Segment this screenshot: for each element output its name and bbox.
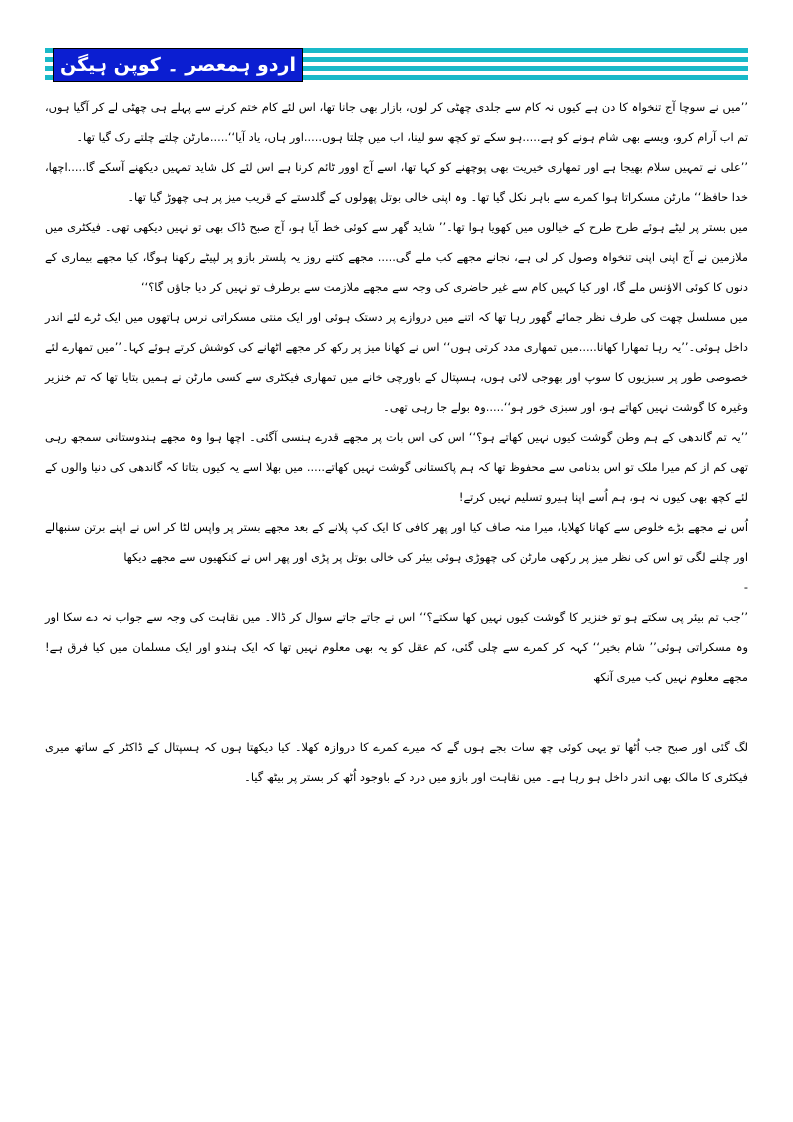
paragraph: ’’علی نے تمہیں سلام بھیجا ہے اور تمھاری خیریت بھی پوچھنے کو کہا تھا، اسے آج اوور ٹائم کرنا ہے اس لئے کل شاید تمہیں دیکھنے آسکے گا.....اچھا، خدا حافظ‘‘ مارٹن مسکراتا ہوا کمرے سے باہر نکل گیا تھا۔ وہ اپنی خالی بوتل پھولوں کے گلدستے کے قریب میز پر ہی چھوڑ گیا تھا۔ <box>45 160 748 204</box>
magazine-title: اردو ہمعصر ۔ کوپن ہیگن <box>60 54 296 76</box>
paragraph: لگ گئی اور صبح جب اُٹھا تو یہی کوئی چھ سات بجے ہوں گے کہ میرے کمرے کا دروازہ کھلا۔ کیا دیکھتا ہوں کہ ہسپتال کے ڈاکٹر کے ساتھ میری فیکٹری کا مالک بھی اندر داخل ہو رہا ہے۔ میں نقاہت اور بازو میں درد کے باوجود اُٹھ کر بستر پر بیٹھ گیا۔ <box>45 740 748 784</box>
paragraph: میں بستر پر لیٹے ہوئے طرح طرح کے خیالوں میں کھویا ہوا تھا۔’’ شاید گھر سے کوئی خط آیا ہو، آج صبح ڈاک بھی تو نہیں دیکھی تھی۔ فیکٹری میں ملازمین نے آج اپنی اپنی تنخواہ وصول کر لی ہے، نجانے مجھے کب ملے گی..... مجھے کتنے روز یہ پلستر بازو پر لپیٹے رکھنا ہوگا، کیا مجھے بیماری کے دنوں کا کوئی الاؤنس ملے گا، اور کیا کہیں کام سے غیر حاضری کی وجہ سے مجھے ملازمت سے برطرف تو نہیں کر دیا جاؤں گا؟‘‘ <box>45 220 748 294</box>
paragraph: میں مسلسل چھت کی طرف نظر جمائے گھور رہا تھا کہ اتنے میں دروازے پر دستک ہوئی اور ایک منتی مسکراتی نرس ہاتھوں میں ایک ٹرے لئے اندر داخل ہوئی۔’’یہ رہا تمھارا کھانا.....میں تمھاری مدد کرتی ہوں‘‘ اس نے کھانا میز پر رکھ کر مجھے اٹھانے کی کوشش کرتے ہوئے کہا۔’’میں تمھارے لئے خصوصی طور پر سبزیوں کا سوپ اور بھوجی لائی ہوں، ہسپتال کے باورچی خانے میں تمھاری فیکٹری سے کسی مارٹن نے ہمیں بتایا تھا کہ تم خنزیر وغیرہ کا گوشت نہیں کھاتے ہو، اور سبزی خور ہو‘‘.....وہ بولے جا رہی تھی۔ <box>45 310 748 414</box>
paragraph: ’’جب تم بیئر پی سکتے ہو تو خنزیر کا گوشت کیوں نہیں کھا سکتے؟‘‘ اس نے جاتے جاتے سوال کر ڈالا۔ میں نقاہت کی وجہ سے جواب نہ دے سکا اور وہ مسکراتی ہوئی’’ شام بخیر‘‘ کہہ کر کمرے سے چلی گئی، کم عقل کو یہ بھی معلوم نہیں تھا کہ ایک ہندو اور ایک مسلمان میں کیا فرق ہے! مجھے معلوم نہیں کب میری آنکھ <box>45 610 748 684</box>
paragraph: اُس نے مجھے بڑے خلوص سے کھانا کھلایا، میرا منہ صاف کیا اور پھر کافی کا ایک کپ پلانے کے بعد مجھے بستر پر واپس لٹا کر اس نے اپنے برتن سنبھالے اور چلنے لگی تو اس کی نظر میز پر رکھی مارٹن کی چھوڑی ہوئی بیئر کی خالی بوتل پر پڑی اور پھر اس نے کنکھیوں سے مجھے دیکھا <box>45 520 748 564</box>
story-text <box>45 92 748 792</box>
magazine-header <box>45 48 748 82</box>
paragraph: ’’میں نے سوچا آج تنخواہ کا دن ہے کیوں نہ کام سے جلدی چھٹی کر لوں، بازار بھی جانا تھا، اس لئے کام ختم کرنے سے پہلے ہی چھٹی لے کر آگیا ہوں، تم اب آرام کرو، ویسے بھی شام ہونے کو ہے.....ہو سکے تو کچھ سو لینا، اب میں چلتا ہوں.....اور ہاں، یاد آیا‘‘.....مارٹن چلتے چلتے رک گیا تھا۔ <box>45 100 748 144</box>
separator-mark: - <box>743 580 748 594</box>
spacer <box>45 692 748 732</box>
title-box <box>53 48 303 82</box>
paragraph: ’’یہ تم گاندھی کے ہم وطن گوشت کیوں نہیں کھاتے ہو؟‘‘ اس کی اس بات پر مجھے قدرے ہنسی آگئی۔ اچھا ہوا وہ مجھے ہندوستانی سمجھ رہی تھی کم از کم میرا ملک تو اس بدنامی سے محفوظ تھا کہ ہم پاکستانی گوشت نہیں کھاتے..... میں بھلا اسے یہ کیوں بتاتا کہ گاندھی کی دنیا والوں کے لئے کچھ بھی کیوں نہ ہو، ہم اُسے اپنا ہیرو تسلیم نہیں کرتے! <box>45 430 748 504</box>
